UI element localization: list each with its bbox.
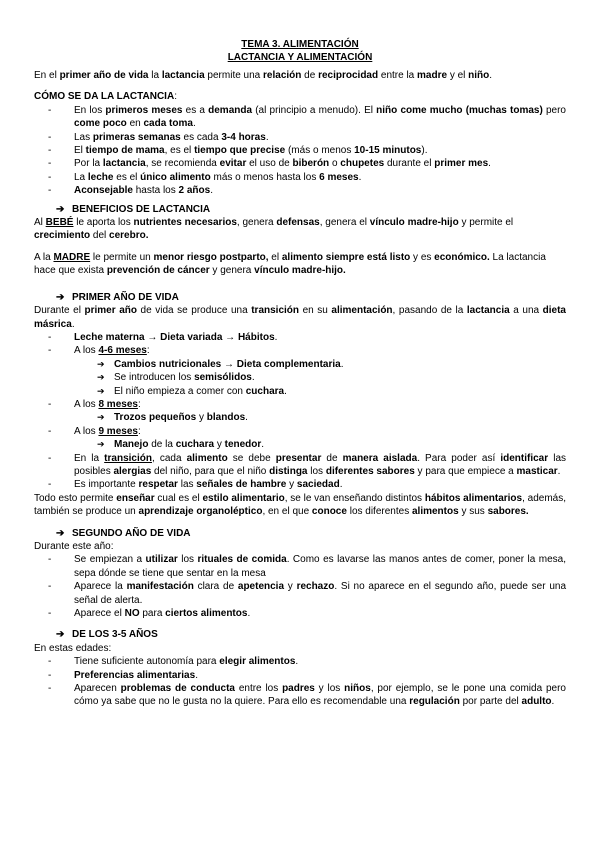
text-run: 6 meses [319,171,359,183]
list-item [34,425,566,452]
text-run: menor riesgo postparto, [153,251,269,263]
list-item [34,104,566,131]
text-run: diferentes sabores [325,465,415,477]
text-run: (al principio a menudo). El [252,104,377,116]
list-item [34,452,566,479]
text-run: , se recomienda [145,158,220,170]
text-run: Aparecen [74,683,121,695]
text-run: En el [34,70,60,81]
text-run: 4-6 meses [98,345,147,357]
text-run: transición [104,452,152,464]
text-run: tiempo que precise [194,145,286,157]
text-run: manifestación [126,581,194,593]
text-run: : [137,398,141,410]
tres-list [34,655,566,709]
text-run: las posibles [74,452,567,477]
text-run: demanda [208,104,253,116]
text-run: presentar [275,452,322,464]
text-run: aprendizaje organoléptico [138,506,263,518]
text-run: del niño, para que el niño [151,465,270,477]
list-item [34,171,566,184]
text-run: : [146,345,150,357]
text-run: , pasando de la [392,305,467,317]
text-run: 2 años [178,185,211,197]
text-run: único alimento [140,171,211,183]
text-run: Cambios nutricionales → Dieta complementaria [114,358,341,370]
text-run: le permite un [90,251,154,263]
list-item [34,553,566,580]
text-run: , por ejemplo, se le pone una comida pero cómo ya sabe que no le gusta no la quiere. Para ello es recomendable una [74,683,566,708]
text-run: . [340,358,344,370]
text-run: Al [34,217,46,229]
text-run: . [265,131,269,143]
segundo-heading-text: SEGUNDO AÑO DE VIDA [72,527,191,539]
text-run: manera aislada [342,452,418,464]
text-run: blandos [206,412,246,424]
beneficios-bebe-paragraph [34,216,566,243]
primer-outro [34,492,566,519]
text-run: (más o menos [285,145,355,157]
text-run: , además, también se produce un [34,492,567,518]
text-run: a una [509,305,543,317]
text-run: vínculo madre-hijo [369,217,459,229]
text-run: los [307,465,326,477]
text-run: problemas de conducta [120,683,235,695]
text-run: distinga [269,465,308,477]
text-run: rechazo [296,581,335,593]
text-run: . [295,656,299,668]
intro-paragraph [34,69,566,82]
text-run: primeras semanas [92,131,181,143]
text-run: A los [74,425,99,437]
segundo-list [34,553,566,620]
text-run: , es el [164,145,195,157]
list-item [34,607,566,620]
list-item [34,655,566,668]
tres-heading-text: DE LOS 3-5 AÑOS [72,629,158,641]
text-run: , se le van enseñando distintos [284,492,425,504]
text-run: NO [124,608,140,620]
como-heading-colon: : [174,91,177,103]
text-run: adulto [521,696,552,708]
text-run: cuchara [245,385,285,397]
list-item [34,580,566,607]
text-run: relación [263,70,302,81]
text-run: A los [74,345,99,357]
text-run: respetar [138,479,178,491]
text-run: El niño empieza a comer con [114,385,246,397]
text-run: Por la [74,158,103,170]
text-run: leche [87,171,114,183]
text-run: en [126,118,144,130]
text-run: y genera [209,265,255,277]
text-run: chupetes [340,158,385,170]
list-item [34,144,566,157]
text-run: transición [251,305,300,317]
text-run: o [329,158,341,170]
como-heading [34,90,566,103]
list-item [34,331,566,344]
text-run: Aparece el [74,608,125,620]
primer-intro [34,304,566,331]
text-run: utilizar [145,554,178,566]
text-run: La [74,171,88,183]
text-run: en su [299,305,332,317]
text-run: regulación [409,696,460,708]
text-run: permite una [204,70,264,81]
text-run: . [192,118,196,130]
text-run: En la [74,452,105,464]
primer-heading [34,291,566,304]
text-run: de [301,70,319,81]
text-run: primer mes [434,158,489,170]
text-run: lactancia [161,70,205,81]
text-run: y [286,479,297,491]
sub-list-item [97,358,566,371]
text-run: saciedad [296,479,340,491]
text-run: . [284,385,287,397]
text-run: el uso de [246,158,293,170]
text-run: evitar [219,158,247,170]
como-list [34,104,566,198]
segundo-heading [34,527,566,540]
text-run: : [137,425,141,437]
text-run: ). [421,145,428,157]
text-run: los [177,554,198,566]
text-run: económico. [434,251,490,263]
text-run: . Si no aparece en el segundo año, puede ser una señal de alerta. [74,581,567,606]
text-run: reciprocidad [318,70,379,81]
text-run: cual es el [154,492,203,504]
text-run: el [268,251,282,263]
text-run: de la [148,439,176,451]
text-run: para [139,608,166,620]
arrow-icon: ➔ [56,291,65,303]
text-run: cerebro. [109,230,149,242]
text-run: primeros meses [105,104,183,116]
text-run: señales de hambre [196,479,287,491]
arrow-icon: ➔ [56,203,65,215]
text-run: es cada [180,131,222,143]
sub-list-item [97,371,566,384]
text-run: tiempo de mama [85,145,165,157]
text-run: Las [74,131,93,143]
document-title: TEMA 3. ALIMENTACIÓN [241,39,359,50]
text-run: Durante el [34,305,85,317]
text-run: tenedor [224,439,262,451]
text-run: defensas [276,217,320,229]
sub-list [74,358,566,398]
primer-list [34,331,566,492]
text-run: . [195,669,198,681]
text-run: semisólidos [194,372,252,384]
text-run: . [551,696,555,708]
text-run: y [214,439,225,451]
text-run: 3-4 horas [221,131,266,143]
text-run: de [321,452,343,464]
text-run: la [148,70,162,81]
beneficios-heading [34,203,566,216]
text-run: ciertos alimentos [165,608,248,620]
text-run: las [177,479,197,491]
text-run: Tiene suficiente autonomía para [74,656,220,668]
sub-list [74,438,566,451]
text-run: . [245,412,248,424]
text-run: es a [182,104,209,116]
text-run: lactancia [102,158,146,170]
text-run: le aporta los [73,217,134,229]
text-run: madre [417,70,448,81]
text-run: dieta másrica [34,305,566,330]
text-run: durante el [384,158,435,170]
text-run: Aconsejable [74,185,133,197]
text-run: entre la [378,70,418,81]
text-run: Trozos pequeños [114,412,197,424]
text-run: niños [344,683,371,695]
text-run: . [210,185,213,197]
list-item [34,184,566,197]
text-run: cada toma [143,118,193,130]
text-run: , cada [151,452,187,464]
text-run: más o menos hasta los [210,171,320,183]
text-run: y el [447,70,469,81]
text-run: La lactancia hace que exista [34,251,546,277]
text-run: alimento siempre está listo [281,251,411,263]
text-run: Leche materna → Dieta variada → Hábitos [74,331,275,343]
text-run: elegir alimentos [219,656,296,668]
list-item [34,398,566,425]
text-run: hasta los [132,185,179,197]
tres-intro: En estas edades: [34,642,112,654]
text-run: alimentación [331,305,393,317]
text-run: En los [74,104,106,116]
text-run: alimentos [411,506,459,518]
text-run: niño [468,70,490,81]
text-run: Se introducen los [114,372,195,384]
text-run: pero [542,104,566,116]
tres-heading [34,628,566,641]
text-run: clara de [193,581,238,593]
como-heading-text: CÓMO SE DA LA LACTANCIA [34,91,175,103]
text-run: crecimiento [34,230,91,242]
text-run: . [557,465,561,477]
text-run: , genera el [319,217,370,229]
text-run: . [358,171,362,183]
sub-list-item [97,411,566,424]
text-run: primer año [84,305,137,317]
text-run: y los [314,683,345,695]
text-run: A la [34,251,54,263]
text-run: A los [74,398,99,410]
text-run: entre los [235,683,283,695]
text-run: El [74,145,86,157]
beneficios-heading-text: BENEFICIOS DE LACTANCIA [72,203,211,215]
sub-list-item [97,438,566,451]
text-run: Se empiezan a [74,554,146,566]
list-item [34,478,566,491]
text-run: y sus [458,506,488,518]
text-run: prevención de cáncer [106,265,210,277]
text-run: alergias [113,465,152,477]
text-run: . [71,318,75,330]
text-run: es el [113,171,141,183]
text-run: Preferencias alimentarias [74,669,196,681]
text-run: se debe [227,452,276,464]
text-run: y [284,581,297,593]
text-run: de vida se produce una [136,305,252,317]
text-run: del [90,230,110,242]
sub-list [74,411,566,424]
text-run: . [339,479,343,491]
list-item [34,157,566,170]
text-run: primer año de vida [59,70,149,81]
text-run: estilo alimentario [202,492,285,504]
text-run: rituales de comida [197,554,287,566]
text-run: cuchara [175,439,215,451]
document-page [34,38,566,709]
text-run: los diferentes [346,506,412,518]
text-run: . [274,331,278,343]
beneficios-madre-paragraph [34,251,566,278]
list-item [34,131,566,144]
text-run: por parte del [459,696,522,708]
text-run: identificar [500,452,549,464]
text-run: . [261,439,265,451]
text-run: . [247,608,251,620]
text-run: Manejo [114,439,149,451]
text-run: biberón [292,158,330,170]
document-subtitle: LACTANCIA Y ALIMENTACIÓN [227,52,373,63]
segundo-intro: Durante este año: [34,541,114,552]
text-run: sabores. [487,506,529,518]
primer-heading-text: PRIMER AÑO DE VIDA [72,291,179,303]
text-run: 8 meses [98,398,138,410]
text-run: , genera [236,217,277,229]
list-item [34,669,566,682]
list-item [34,344,566,398]
text-run: y para que empiece a [414,465,517,477]
text-run: . [489,70,493,81]
sub-list-item [97,385,566,398]
text-run: Todo esto permite [34,492,117,504]
text-run: nutrientes necesarios [133,217,237,229]
text-run: alimento [186,452,228,464]
text-run: conoce [311,506,347,518]
text-run: lactancia [466,305,510,317]
text-run: niño come mucho (muchas tomas) [376,104,543,116]
text-run: . [488,158,491,170]
text-run: Es importante [74,479,139,491]
text-run: vínculo madre-hijo. [254,265,346,277]
arrow-icon: ➔ [56,629,65,641]
text-run: 9 meses [98,425,138,437]
text-run: . [251,372,255,384]
text-run: 10-15 minutos [354,145,422,157]
text-run: come poco [74,118,127,130]
text-run: y es [410,251,435,263]
text-run: hábitos alimentarios [424,492,523,504]
text-run: padres [282,683,315,695]
text-run: y [196,412,207,424]
text-run: . Como es lavarse las manos antes de comer, poner la mesa, sepa dónde se tiene que sentar en la mesa [74,554,567,579]
text-run: Aparece la [74,581,127,593]
text-run: enseñar [116,492,155,504]
text-run: , en el que [262,506,312,518]
text-run: masticar [516,465,558,477]
list-item [34,682,566,709]
text-run: apetencia [237,581,285,593]
text-run: y permite el [458,217,514,229]
text-run: . Para poder así [417,452,501,464]
text-run: BEBÉ [45,217,74,229]
text-run: MADRE [53,251,91,263]
arrow-icon: ➔ [56,527,65,539]
